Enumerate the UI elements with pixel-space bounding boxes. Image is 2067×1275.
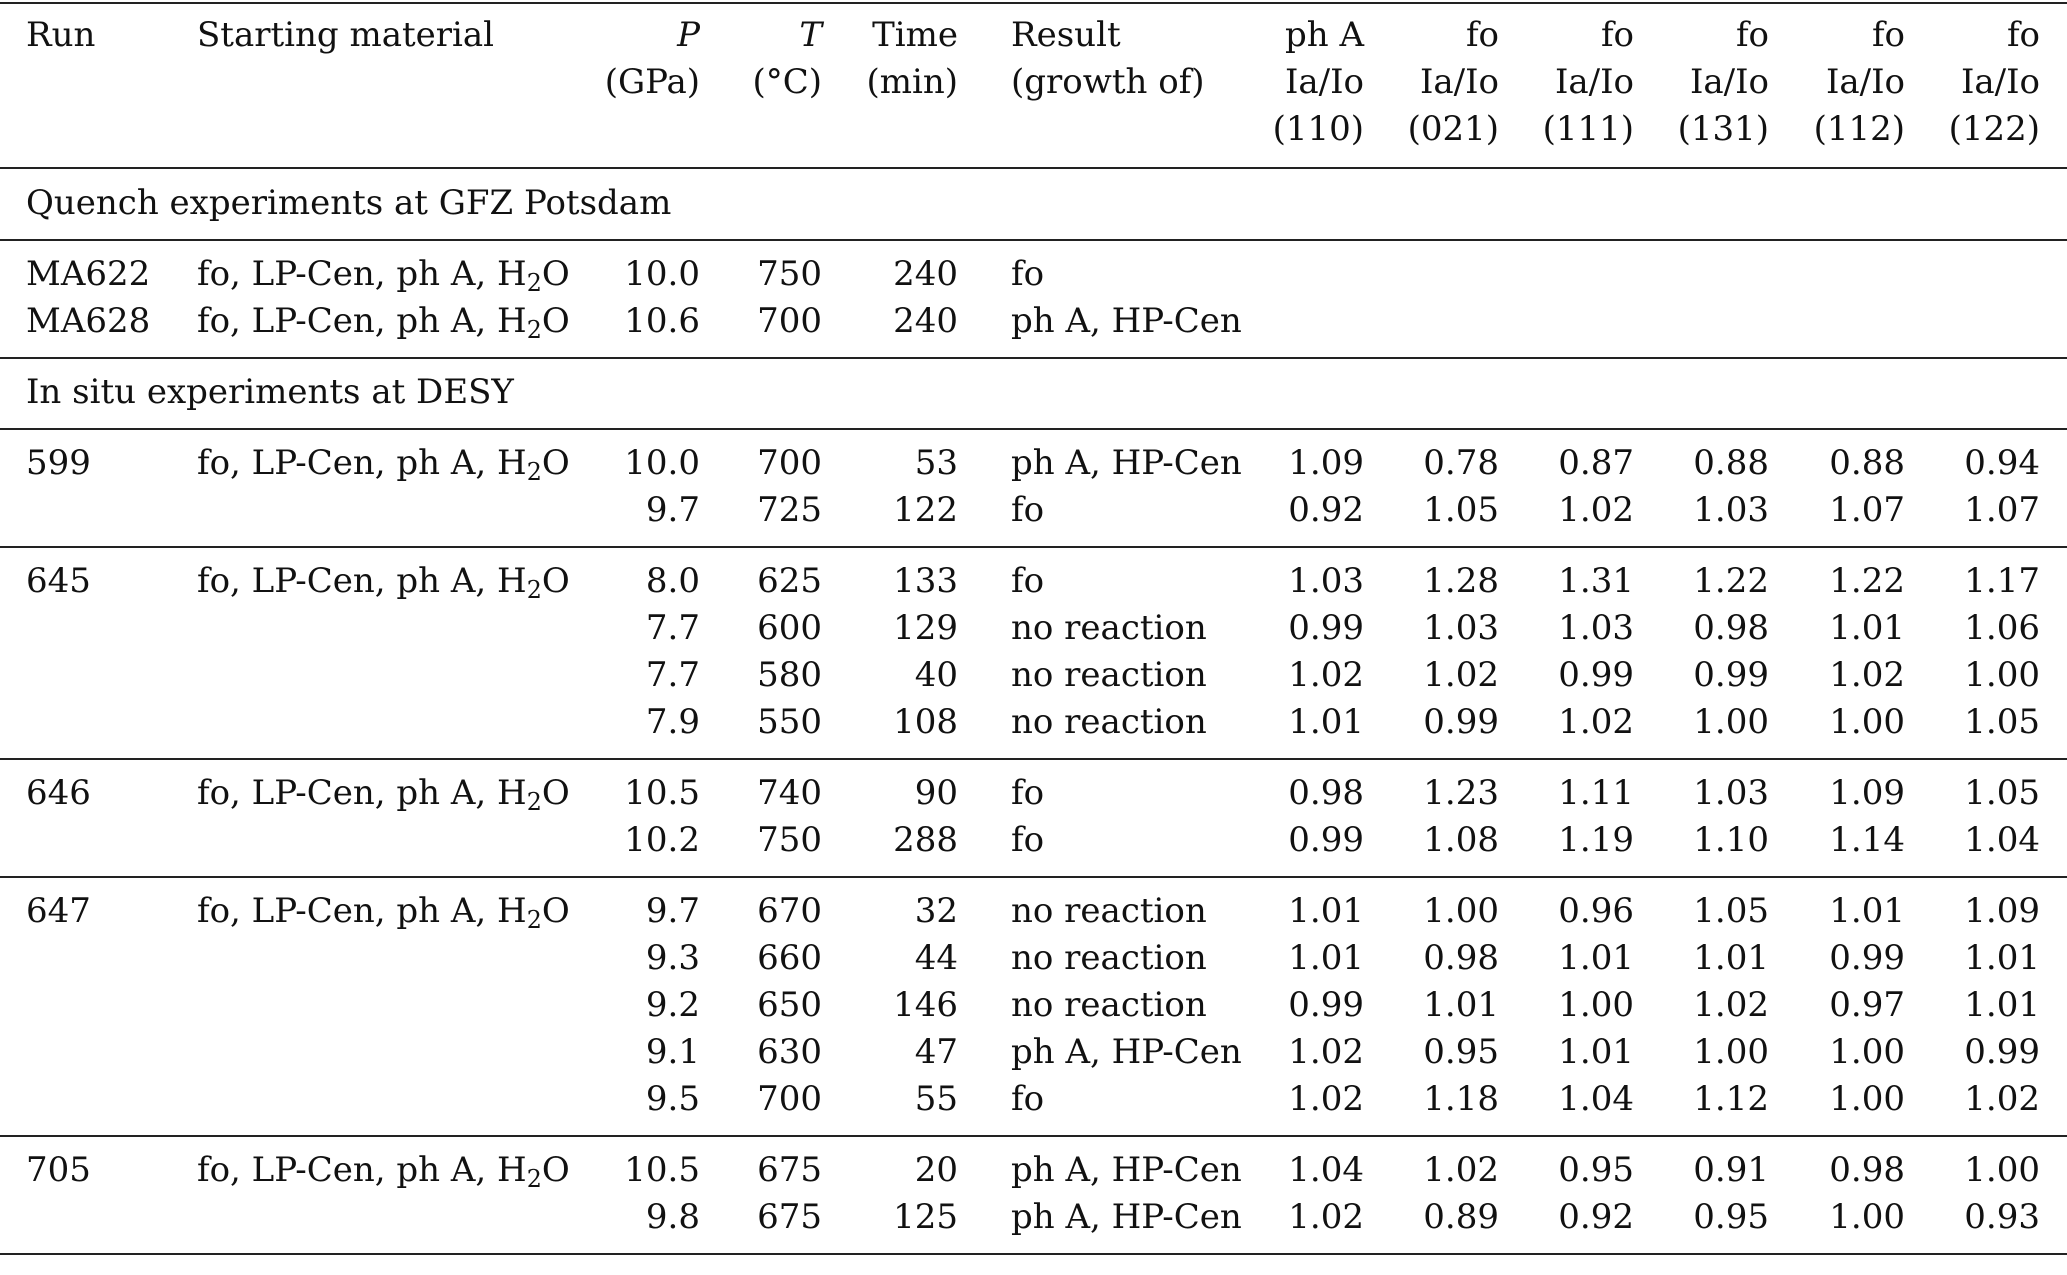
- temperature-value: 725: [757, 490, 822, 530]
- temperature-value: 750: [757, 820, 822, 860]
- intensity-ratio-value: 1.01: [1693, 938, 1769, 978]
- intensity-ratio-value: 1.02: [1964, 1079, 2040, 1119]
- header-time-line-0: Time: [872, 15, 958, 55]
- header-fo111-line-2: (111): [1542, 109, 1634, 149]
- time-value: 47: [914, 1032, 958, 1072]
- table-rule: [0, 2, 2067, 4]
- intensity-ratio-value: 0.99: [1423, 702, 1499, 742]
- intensity-ratio-value: 1.02: [1288, 1079, 1364, 1119]
- header-starting_material-line-0: Starting material: [197, 15, 495, 55]
- intensity-ratio-value: 1.09: [1288, 443, 1364, 483]
- intensity-ratio-value: 1.19: [1558, 820, 1634, 860]
- intensity-ratio-value: 1.04: [1558, 1079, 1634, 1119]
- section-title: In situ experiments at DESY: [26, 372, 514, 412]
- header-t-line-0: T: [799, 15, 822, 55]
- intensity-ratio-value: 0.88: [1693, 443, 1769, 483]
- section-title: Quench experiments at GFZ Potsdam: [26, 183, 672, 223]
- result-value: fo: [1011, 561, 1045, 601]
- intensity-ratio-value: 1.17: [1964, 561, 2040, 601]
- pressure-value: 9.8: [645, 1197, 700, 1237]
- intensity-ratio-value: 1.23: [1423, 773, 1499, 813]
- intensity-ratio-value: 0.98: [1693, 608, 1769, 648]
- pressure-value: 10.5: [624, 1150, 700, 1190]
- header-phA110-line-1: Ia/Io: [1284, 62, 1364, 102]
- table-rule: [0, 428, 2067, 430]
- header-phA110-line-0: ph A: [1284, 15, 1364, 55]
- header-fo122-line-0: fo: [2006, 15, 2040, 55]
- intensity-ratio-value: 1.09: [1829, 773, 1905, 813]
- intensity-ratio-value: 0.95: [1693, 1197, 1769, 1237]
- pressure-value: 10.5: [624, 773, 700, 813]
- intensity-ratio-value: 1.05: [1423, 490, 1499, 530]
- intensity-ratio-value: 1.05: [1964, 702, 2040, 742]
- header-fo111-line-1: Ia/Io: [1554, 62, 1634, 102]
- intensity-ratio-value: 0.88: [1829, 443, 1905, 483]
- intensity-ratio-value: 1.01: [1288, 891, 1364, 931]
- intensity-ratio-value: 1.01: [1558, 1032, 1634, 1072]
- intensity-ratio-value: 0.96: [1558, 891, 1634, 931]
- intensity-ratio-value: 1.10: [1693, 820, 1769, 860]
- pressure-value: 7.7: [645, 608, 700, 648]
- intensity-ratio-value: 1.00: [1829, 1032, 1905, 1072]
- intensity-ratio-value: 1.01: [1964, 985, 2040, 1025]
- time-value: 20: [914, 1150, 958, 1190]
- intensity-ratio-value: 1.07: [1964, 490, 2040, 530]
- pressure-value: 9.7: [645, 891, 700, 931]
- intensity-ratio-value: 1.02: [1558, 702, 1634, 742]
- result-value: ph A, HP-Cen: [1011, 1032, 1242, 1072]
- temperature-value: 625: [757, 561, 822, 601]
- header-fo112-line-0: fo: [1871, 15, 1905, 55]
- temperature-value: 600: [757, 608, 822, 648]
- result-value: fo: [1011, 490, 1045, 530]
- table-rule: [0, 1135, 2067, 1137]
- intensity-ratio-value: 1.01: [1288, 702, 1364, 742]
- intensity-ratio-value: 1.18: [1423, 1079, 1499, 1119]
- temperature-value: 630: [757, 1032, 822, 1072]
- intensity-ratio-value: 1.22: [1829, 561, 1905, 601]
- starting-material: fo, LP-Cen, ph A, $H_2O$: [197, 301, 570, 344]
- result-value: ph A, HP-Cen: [1011, 301, 1242, 341]
- run-id: MA628: [26, 301, 151, 341]
- time-value: 288: [893, 820, 958, 860]
- temperature-value: 750: [757, 254, 822, 294]
- pressure-value: 9.1: [645, 1032, 700, 1072]
- result-value: no reaction: [1011, 655, 1207, 695]
- temperature-value: 550: [757, 702, 822, 742]
- intensity-ratio-value: 1.03: [1558, 608, 1634, 648]
- intensity-ratio-value: 1.00: [1829, 1197, 1905, 1237]
- time-value: 146: [893, 985, 958, 1025]
- intensity-ratio-value: 1.09: [1964, 891, 2040, 931]
- table-rule: [0, 546, 2067, 548]
- intensity-ratio-value: 1.14: [1829, 820, 1905, 860]
- starting-material: fo, LP-Cen, ph A, $H_2O$: [197, 891, 570, 934]
- starting-material: fo, LP-Cen, ph A, $H_2O$: [197, 443, 570, 486]
- temperature-value: 740: [757, 773, 822, 813]
- result-value: fo: [1011, 820, 1045, 860]
- header-fo131-line-2: (131): [1677, 109, 1769, 149]
- time-value: 55: [914, 1079, 958, 1119]
- temperature-value: 700: [757, 1079, 822, 1119]
- intensity-ratio-value: 0.98: [1288, 773, 1364, 813]
- intensity-ratio-value: 1.00: [1964, 1150, 2040, 1190]
- time-value: 44: [914, 938, 958, 978]
- result-value: fo: [1011, 1079, 1045, 1119]
- header-time-line-1: (min): [866, 62, 958, 102]
- intensity-ratio-value: 0.99: [1288, 985, 1364, 1025]
- header-t-line-1: (°C): [752, 62, 822, 102]
- intensity-ratio-value: 1.02: [1423, 1150, 1499, 1190]
- result-value: no reaction: [1011, 938, 1207, 978]
- temperature-value: 675: [757, 1150, 822, 1190]
- pressure-value: 9.2: [645, 985, 700, 1025]
- intensity-ratio-value: 0.89: [1423, 1197, 1499, 1237]
- intensity-ratio-value: 0.92: [1558, 1197, 1634, 1237]
- pressure-value: 8.0: [645, 561, 700, 601]
- header-result-line-1: (growth of): [1011, 62, 1205, 102]
- intensity-ratio-value: 1.02: [1558, 490, 1634, 530]
- header-fo131-line-0: fo: [1735, 15, 1769, 55]
- intensity-ratio-value: 0.99: [1558, 655, 1634, 695]
- intensity-ratio-value: 0.92: [1288, 490, 1364, 530]
- temperature-value: 660: [757, 938, 822, 978]
- header-fo122-line-2: (122): [1948, 109, 2040, 149]
- intensity-ratio-value: 1.08: [1423, 820, 1499, 860]
- intensity-ratio-value: 1.22: [1693, 561, 1769, 601]
- header-p-line-1: (GPa): [604, 62, 700, 102]
- result-value: fo: [1011, 254, 1045, 294]
- time-value: 240: [893, 301, 958, 341]
- intensity-ratio-value: 0.97: [1829, 985, 1905, 1025]
- intensity-ratio-value: 1.01: [1558, 938, 1634, 978]
- table-rule: [0, 876, 2067, 878]
- time-value: 240: [893, 254, 958, 294]
- table-rule: [0, 357, 2067, 359]
- intensity-ratio-value: 1.31: [1558, 561, 1634, 601]
- time-value: 32: [914, 891, 958, 931]
- result-value: no reaction: [1011, 985, 1207, 1025]
- run-id: MA622: [26, 254, 151, 294]
- intensity-ratio-value: 0.87: [1558, 443, 1634, 483]
- intensity-ratio-value: 1.01: [1423, 985, 1499, 1025]
- pressure-value: 10.0: [624, 254, 700, 294]
- time-value: 133: [893, 561, 958, 601]
- intensity-ratio-value: 1.03: [1423, 608, 1499, 648]
- intensity-ratio-value: 1.00: [1423, 891, 1499, 931]
- intensity-ratio-value: 0.98: [1423, 938, 1499, 978]
- result-value: no reaction: [1011, 608, 1207, 648]
- intensity-ratio-value: 1.02: [1423, 655, 1499, 695]
- header-fo021-line-0: fo: [1465, 15, 1499, 55]
- run-id: 646: [26, 773, 91, 813]
- starting-material: fo, LP-Cen, ph A, $H_2O$: [197, 561, 570, 604]
- intensity-ratio-value: 0.93: [1964, 1197, 2040, 1237]
- pressure-value: 10.6: [624, 301, 700, 341]
- intensity-ratio-value: 0.99: [1829, 938, 1905, 978]
- time-value: 125: [893, 1197, 958, 1237]
- intensity-ratio-value: 1.02: [1288, 1032, 1364, 1072]
- pressure-value: 9.5: [645, 1079, 700, 1119]
- intensity-ratio-value: 1.03: [1693, 490, 1769, 530]
- intensity-ratio-value: 1.01: [1288, 938, 1364, 978]
- run-id: 647: [26, 891, 91, 931]
- temperature-value: 650: [757, 985, 822, 1025]
- intensity-ratio-value: 1.07: [1829, 490, 1905, 530]
- intensity-ratio-value: 1.02: [1288, 655, 1364, 695]
- intensity-ratio-value: 0.99: [1288, 820, 1364, 860]
- result-value: no reaction: [1011, 702, 1207, 742]
- pressure-value: 9.7: [645, 490, 700, 530]
- intensity-ratio-value: 1.02: [1693, 985, 1769, 1025]
- intensity-ratio-value: 1.04: [1964, 820, 2040, 860]
- run-id: 705: [26, 1150, 91, 1190]
- table-rule: [0, 758, 2067, 760]
- table-rule: [0, 1253, 2067, 1255]
- intensity-ratio-value: 0.99: [1964, 1032, 2040, 1072]
- intensity-ratio-value: 1.28: [1423, 561, 1499, 601]
- pressure-value: 7.7: [645, 655, 700, 695]
- intensity-ratio-value: 1.04: [1288, 1150, 1364, 1190]
- result-value: no reaction: [1011, 891, 1207, 931]
- result-value: fo: [1011, 773, 1045, 813]
- pressure-value: 10.2: [624, 820, 700, 860]
- header-fo021-line-1: Ia/Io: [1419, 62, 1499, 102]
- result-value: ph A, HP-Cen: [1011, 443, 1242, 483]
- intensity-ratio-value: 0.99: [1693, 655, 1769, 695]
- intensity-ratio-value: 1.00: [1829, 702, 1905, 742]
- header-fo021-line-2: (021): [1407, 109, 1499, 149]
- intensity-ratio-value: 1.00: [1829, 1079, 1905, 1119]
- temperature-value: 670: [757, 891, 822, 931]
- header-fo111-line-0: fo: [1600, 15, 1634, 55]
- starting-material: fo, LP-Cen, ph A, $H_2O$: [197, 773, 570, 816]
- table-rule: [0, 167, 2067, 169]
- intensity-ratio-value: 1.03: [1693, 773, 1769, 813]
- temperature-value: 700: [757, 443, 822, 483]
- header-run-line-0: Run: [26, 15, 96, 55]
- header-result-line-0: Result: [1011, 15, 1121, 55]
- intensity-ratio-value: 1.12: [1693, 1079, 1769, 1119]
- time-value: 129: [893, 608, 958, 648]
- time-value: 122: [893, 490, 958, 530]
- result-value: ph A, HP-Cen: [1011, 1150, 1242, 1190]
- run-id: 645: [26, 561, 91, 601]
- intensity-ratio-value: 1.00: [1693, 1032, 1769, 1072]
- table-rule: [0, 239, 2067, 241]
- intensity-ratio-value: 1.02: [1288, 1197, 1364, 1237]
- intensity-ratio-value: 0.98: [1829, 1150, 1905, 1190]
- intensity-ratio-value: 1.01: [1829, 608, 1905, 648]
- header-fo131-line-1: Ia/Io: [1689, 62, 1769, 102]
- intensity-ratio-value: 1.00: [1964, 655, 2040, 695]
- intensity-ratio-value: 1.11: [1558, 773, 1634, 813]
- temperature-value: 580: [757, 655, 822, 695]
- intensity-ratio-value: 1.05: [1693, 891, 1769, 931]
- intensity-ratio-value: 1.00: [1558, 985, 1634, 1025]
- time-value: 53: [914, 443, 958, 483]
- pressure-value: 7.9: [645, 702, 700, 742]
- intensity-ratio-value: 1.03: [1288, 561, 1364, 601]
- header-fo122-line-1: Ia/Io: [1960, 62, 2040, 102]
- starting-material: fo, LP-Cen, ph A, $H_2O$: [197, 254, 570, 297]
- intensity-ratio-value: 0.78: [1423, 443, 1499, 483]
- intensity-ratio-value: 0.91: [1693, 1150, 1769, 1190]
- time-value: 40: [914, 655, 958, 695]
- time-value: 90: [914, 773, 958, 813]
- pressure-value: 9.3: [645, 938, 700, 978]
- intensity-ratio-value: 1.01: [1829, 891, 1905, 931]
- run-id: 599: [26, 443, 91, 483]
- starting-material: fo, LP-Cen, ph A, $H_2O$: [197, 1150, 570, 1193]
- temperature-value: 675: [757, 1197, 822, 1237]
- time-value: 108: [893, 702, 958, 742]
- header-fo112-line-1: Ia/Io: [1825, 62, 1905, 102]
- intensity-ratio-value: 1.05: [1964, 773, 2040, 813]
- intensity-ratio-value: 0.94: [1964, 443, 2040, 483]
- intensity-ratio-value: 0.95: [1558, 1150, 1634, 1190]
- pressure-value: 10.0: [624, 443, 700, 483]
- intensity-ratio-value: 0.95: [1423, 1032, 1499, 1072]
- result-value: ph A, HP-Cen: [1011, 1197, 1242, 1237]
- temperature-value: 700: [757, 301, 822, 341]
- header-fo112-line-2: (112): [1813, 109, 1905, 149]
- header-phA110-line-2: (110): [1272, 109, 1364, 149]
- intensity-ratio-value: 0.99: [1288, 608, 1364, 648]
- intensity-ratio-value: 1.00: [1693, 702, 1769, 742]
- intensity-ratio-value: 1.06: [1964, 608, 2040, 648]
- header-p-line-0: P: [677, 15, 700, 55]
- intensity-ratio-value: 1.01: [1964, 938, 2040, 978]
- intensity-ratio-value: 1.02: [1829, 655, 1905, 695]
